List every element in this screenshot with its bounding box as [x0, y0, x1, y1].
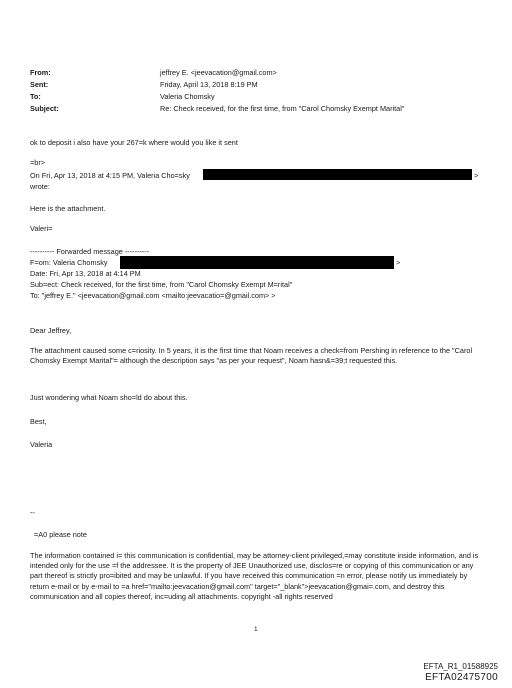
bates-number: EFTA02475700: [425, 672, 498, 683]
signature-name: Valeria: [30, 440, 53, 449]
subject-label: Subject:: [30, 104, 59, 113]
please-note: =A0 please note: [34, 530, 87, 539]
redaction-bar: [203, 169, 472, 180]
disclaimer-paragraph: The information contained i= this communication is confidential, may be attorney-client privileged,=may constitute inside information, and is intended only for the use =f the addressee. It is the property of JEE Unauthorized use, disclos=re or copying of this communication or any part thereof is strictly pro=ibited and may be unlawful. If you have received this communication =n error, please notify us immediately by return e-mail or by e-mail to =a href="mailto:jeevacation@gmail.com" target="_blank">jeevacation@gmai=.com, and destroy this communication and all copies thereof, inc=uding all attachments. copyright -all rights reserved: [30, 551, 479, 601]
quote-header: On Fri, Apr 13, 2018 at 4:15 PM, Valeria Cho=sky: [30, 171, 190, 180]
bates-number-r1: EFTA_R1_01588925: [423, 662, 498, 671]
fwd-from: F=om: Valeria Chomsky: [30, 258, 108, 267]
best-line: Best,: [30, 417, 47, 426]
fwd-subject: Sub=ect: Check received, for the first time, from "Carol Chomsky Exempt M=rital": [30, 280, 293, 289]
separator-dashes: --: [30, 508, 35, 517]
to-label: To:: [30, 92, 41, 101]
subject-value: Re: Check received, for the first time, from "Carol Chomsky Exempt Marital": [160, 104, 405, 113]
from-label: From:: [30, 68, 51, 77]
signoff-valeri: Valeri=: [30, 224, 53, 233]
from-value: jeffrey E. <jeevacation@gmail.com>: [160, 68, 277, 77]
quote-header-end: >: [474, 171, 479, 180]
to-value: Valeria Chomsky: [160, 92, 215, 101]
wondering-line: Just wondering what Noam sho=ld do about this.: [30, 393, 188, 402]
fwd-date: Date: Fri, Apr 13, 2018 at 4:14 PM: [30, 269, 141, 278]
page-number: 1: [254, 626, 258, 633]
message-paragraph: The attachment caused some c=riosity. In 5 years, it is the first time that Noam receives a check=from Pershing in reference to the "Carol Chomsky Exempt Marital"= although the description says "as per your request", Noam hasn&=39;t requested this.: [30, 346, 473, 366]
br-line: =br>: [30, 158, 46, 167]
redaction-bar: [120, 256, 394, 269]
reply-line: ok to deposit i also have your 267=k where would you like it sent: [30, 138, 238, 147]
greeting: Dear Jeffrey,: [30, 326, 72, 335]
forwarded-line: ---------- Forwarded message ----------: [30, 247, 150, 256]
wrote-line: wrote:: [30, 182, 50, 191]
sent-value: Friday, April 13, 2018 8:19 PM: [160, 80, 258, 89]
fwd-to: To: "jeffrey E." <jeevacation@gmail.com <mailto:jeevacatio=@gmail.com> >: [30, 291, 276, 300]
fwd-from-end: >: [396, 258, 401, 267]
sent-label: Sent:: [30, 80, 49, 89]
attachment-line: Here is the attachment.: [30, 204, 106, 213]
